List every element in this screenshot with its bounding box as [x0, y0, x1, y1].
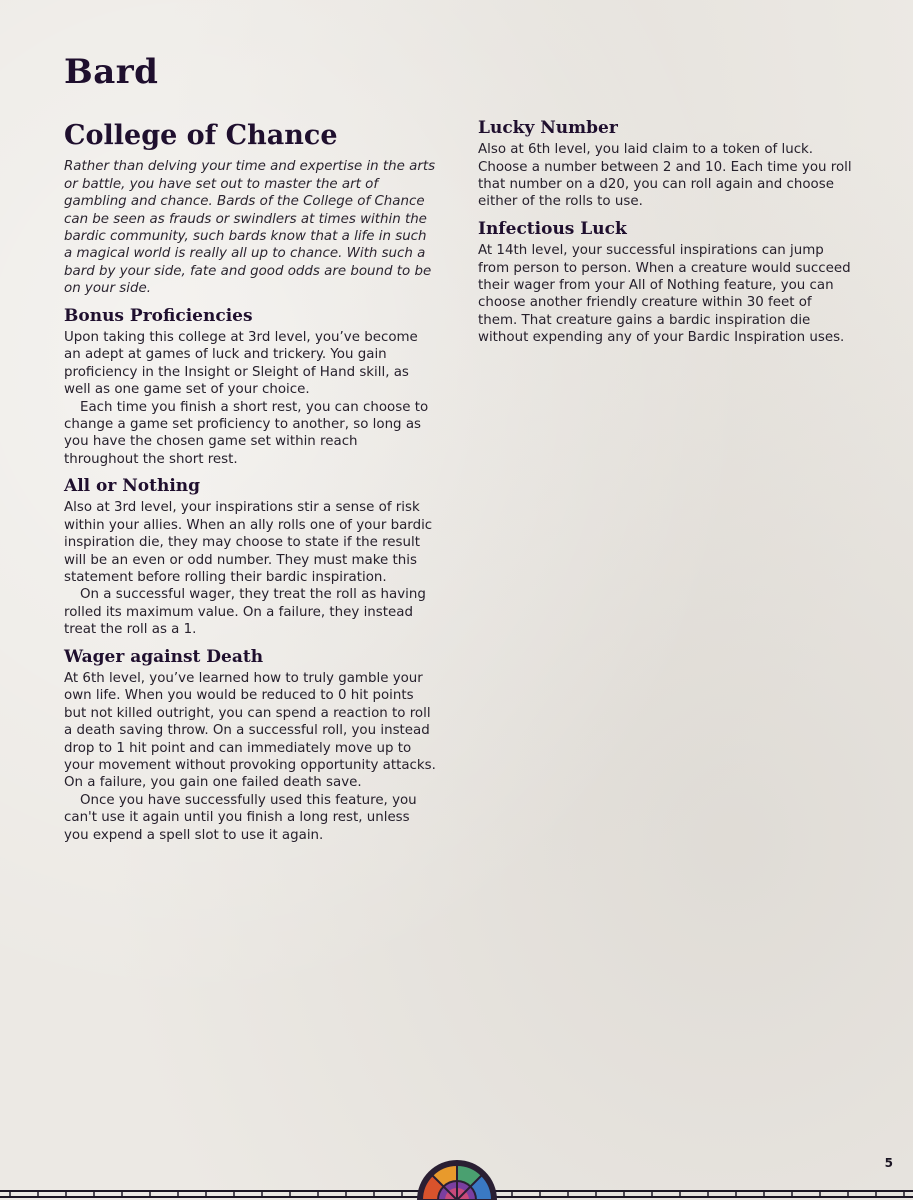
section-title-wager-against-death: Wager against Death [64, 646, 264, 667]
paragraph: Also at 6th level, you laid claim to a token of luck. Choose a number between 2 and 10. Each time you roll that number on a d20, you can roll again and choose either of the rolls to use. [478, 142, 852, 210]
section-title-lucky-number: Lucky Number [478, 118, 618, 138]
paragraph: At 6th level, you’ve learned how to truly gamble your own life. When you would be reduced to 0 hit points but not killed outright, you can spend a reaction to roll a death saving throw. On a successful roll, you instead drop to 1 hit point and can immediately move up to your movement without provoking opportunity attacks. On a failure, you gain one failed death save. [64, 670, 436, 791]
section-title-infectious-luck: Infectious Luck [478, 218, 627, 239]
paragraph: Upon taking this college at 3rd level, you’ve become an adept at games of luck and trickery. You gain proficiency in the Insight or Sleight of Hand skill, as well as one game set of your choice. [64, 329, 418, 398]
left-column [64, 118, 436, 844]
section-title-bonus-proficiencies: Bonus Proficiencies [64, 305, 253, 326]
paragraph: Also at 3rd level, your inspirations stir a sense of risk within your allies. When an ally rolls one of your bardic inspiration die, they may choose to state if the result will be an even or odd number. They must make this statement before rolling their bardic inspiration. [64, 500, 433, 586]
class-title: Bard [64, 52, 159, 92]
subclass-title: College of Chance [64, 120, 338, 151]
section-title-all-or-nothing: All or Nothing [64, 476, 201, 497]
paragraph: On a successful wager, they treat the roll as having rolled its maximum value. On a failure, they instead treat the roll as a 1. [64, 587, 426, 638]
page-number: 5 [884, 1156, 893, 1170]
paragraph: At 14th level, your successful inspirations can jump from person to person. When a creature would succeed their wager from your All of Nothing feature, you can choose another friendly creature within 30 feet of them. That creature gains a bardic inspiration die without expending any of your Bardic Inspiration uses. [478, 243, 851, 346]
subclass-intro: Rather than delving your time and expertise in the arts or battle, you have set out to master the art of gambling and chance. Bards of the College of Chance can be seen as frauds or swindlers at times within the bardic community, such bards know that a life in such a magical world is really all up to chance. With such a bard by your side, fate and good odds are bound to be on your side. [64, 159, 436, 297]
right-column [478, 118, 853, 347]
paragraph: Each time you finish a short rest, you can choose to change a game set proficiency to another, so long as you have the chosen game set within reach throughout the short rest. [64, 399, 429, 467]
paragraph: Once you have successfully used this feature, you can't use it again until you finish a long rest, unless you expend a spell slot to use it again. [64, 792, 417, 843]
stained-glass-rose-window-icon [414, 1156, 500, 1200]
